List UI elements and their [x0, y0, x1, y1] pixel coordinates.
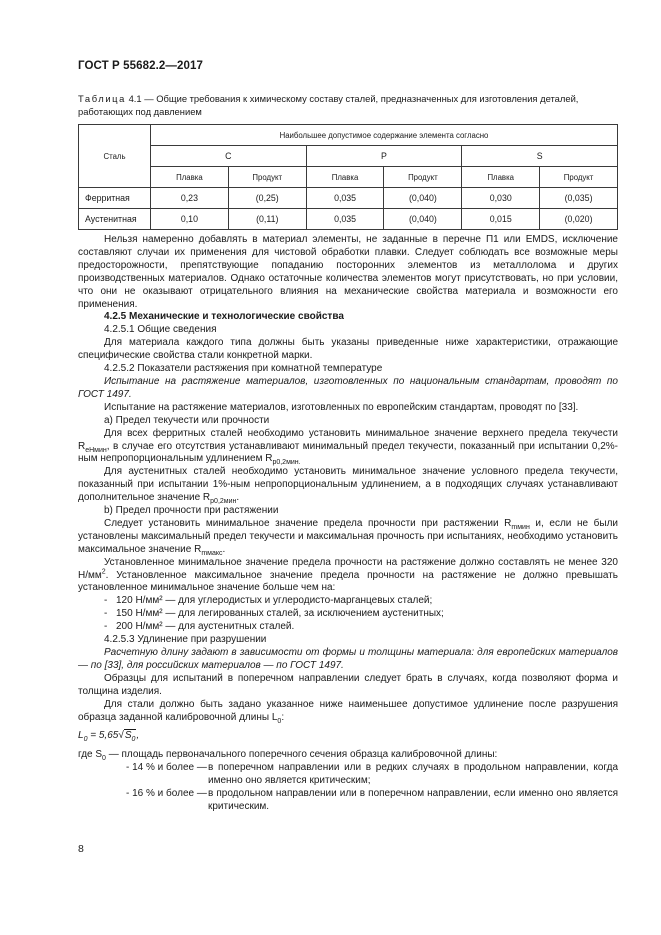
header-element-c: C [151, 146, 307, 167]
paragraph: Нельзя намеренно добавлять в материал элементы, не заданные в перечне П1 или EMDS, исключение составляют случаи их применения для чистовой обработки плавки. Следует соблюдать все возможные меры предосторожности, препятствующие попаданию посторонних элементов из металлолома и других производственных материалов. Однако остаточные количества элементов могут присутствовать, но при условии, что они не оказывают отрицательного влияния на механические свойства материала и возможности его применения. [78, 234, 618, 310]
table-caption-label: Таблица [78, 93, 126, 104]
cell-value: (0,11) [228, 209, 306, 230]
section-heading: 4.2.5 Механические и технологические свойства [104, 311, 344, 323]
paragraph: Для аустенитных сталей необходимо установить минимальное значение условного предела текучести, показанный при испытании 1%-ным непропорциональным удлинением, а в подходящих случаях устанавливают дополнительное значение $R_{p0,2мин}$. [78, 466, 618, 506]
header-steel: Сталь [79, 125, 151, 188]
cell-value: 0,030 [462, 188, 540, 209]
chemical-composition-table [78, 124, 618, 230]
list-item: - 14 % и более — в поперечном направлении или в редких случаях в продольном направлении, когда именно оно является критическим; [126, 762, 618, 787]
header-melt: Плавка [462, 167, 540, 188]
list-item: - 16 % и более — в продольном направлении или в поперечном направлении, если именно оно является критическим. [126, 788, 618, 812]
cell-value: 0,035 [306, 188, 384, 209]
cell-value: 0,23 [151, 188, 229, 209]
table-row [79, 188, 618, 209]
subsection-heading: 4.2.5.3 Удлинение при разрушении [104, 634, 267, 646]
header-group: Наибольшее допустимое содержание элемента согласно [151, 125, 618, 146]
header-product: Продукт [540, 167, 618, 188]
cell-value: (0,020) [540, 209, 618, 230]
list-heading: b) Предел прочности при растяжении [104, 505, 279, 517]
paragraph: Для материала каждого типа должны быть указаны приведенные ниже характеристики, отражающие специфические свойства стали конкретной марки. [78, 337, 618, 362]
cell-steel: Ферритная [79, 188, 151, 209]
header-element-p: P [306, 146, 462, 167]
elongation-formula: $L_0 = 5,65√S_0$, [78, 730, 140, 744]
paragraph: Расчетную длину задают в зависимости от формы и толщины материала: для европейских материалов — по [33], для российских материалов — по ГОСТ 1497. [78, 647, 618, 671]
list-item: - 150 Н/мм² — для легированных сталей, за исключением аустенитных; [104, 608, 444, 620]
table-row [79, 209, 618, 230]
header-element-s: S [462, 146, 618, 167]
subsection-heading: 4.2.5.2 Показатели растяжения при комнатной температуре [104, 363, 383, 375]
table-caption-text: — Общие требования к химическому составу сталей, предназначенных для изготовления деталей, работающих под давлением [78, 93, 579, 117]
page-number: 8 [78, 843, 84, 855]
cell-value: (0,040) [384, 209, 462, 230]
cell-value: 0,10 [151, 209, 229, 230]
header-melt: Плавка [306, 167, 384, 188]
header-product: Продукт [228, 167, 306, 188]
document-body [78, 234, 618, 814]
table-caption [78, 92, 618, 118]
header-melt: Плавка [151, 167, 229, 188]
paragraph: Испытание на растяжение материалов, изготовленных по европейским стандартам, проводят по [33]. [104, 401, 579, 413]
paragraph: Образцы для испытаний в поперечном направлении следует брать в случаях, когда позволяют форма и толщина изделия. [78, 672, 618, 697]
paragraph: Установленное минимальное значение предела прочности на растяжение должно составлять не менее 320 $Н/мм^2$. Установленное максимальное значение предела прочности на растяжение не должно превышать установленное минимальное значение больше чем на: [78, 556, 618, 594]
paragraph: Испытание на растяжение материалов, изготовленных по национальным стандартам, проводят по ГОСТ 1497. [78, 375, 618, 400]
table-caption-number: 4.1 [128, 93, 142, 104]
subsection-heading: 4.2.5.1 Общие сведения [104, 324, 217, 336]
list-item: - 200 Н/мм² — для аустенитных сталей. [104, 621, 295, 633]
header-product: Продукт [384, 167, 462, 188]
cell-steel: Аустенитная [79, 209, 151, 230]
cell-value: (0,035) [540, 188, 618, 209]
paragraph: Следует установить минимальное значение предела прочности при растяжении $R_{mмин}$ и, если не были установлены максимальный предел текучести и максимальная прочность при испытаниях, необходимо установить максимальное значение $R_{mмакс}$. [78, 517, 618, 557]
formula-explanation: где $S_0$ — площадь первоначального поперечного сечения образца калибровочной длины: [78, 749, 498, 763]
list-heading: а) Предел текучести или прочности [104, 414, 270, 426]
cell-value: 0,015 [462, 209, 540, 230]
document-header: ГОСТ Р 55682.2—2017 [78, 60, 203, 72]
cell-value: (0,040) [384, 188, 462, 209]
paragraph: Для стали должно быть задано указанное ниже наименьшее допустимое удлинение после разрушения образца заданной калибровочной длины $L_0$: [78, 698, 618, 725]
list-item: - 120 Н/мм² — для углеродистых и углеродисто-марганцевых сталей; [104, 595, 433, 607]
cell-value: 0,035 [306, 209, 384, 230]
paragraph: Для всех ферритных сталей необходимо установить минимальное значение верхнего предела текучести $R_{eHмин}$, в случае его отсутствия устанавливают минимальный предел текучести, показанный при испытании 0,2%-ным непропорциональным удлинением $R_{p0,2мин.}$ [78, 427, 618, 467]
cell-value: (0,25) [228, 188, 306, 209]
